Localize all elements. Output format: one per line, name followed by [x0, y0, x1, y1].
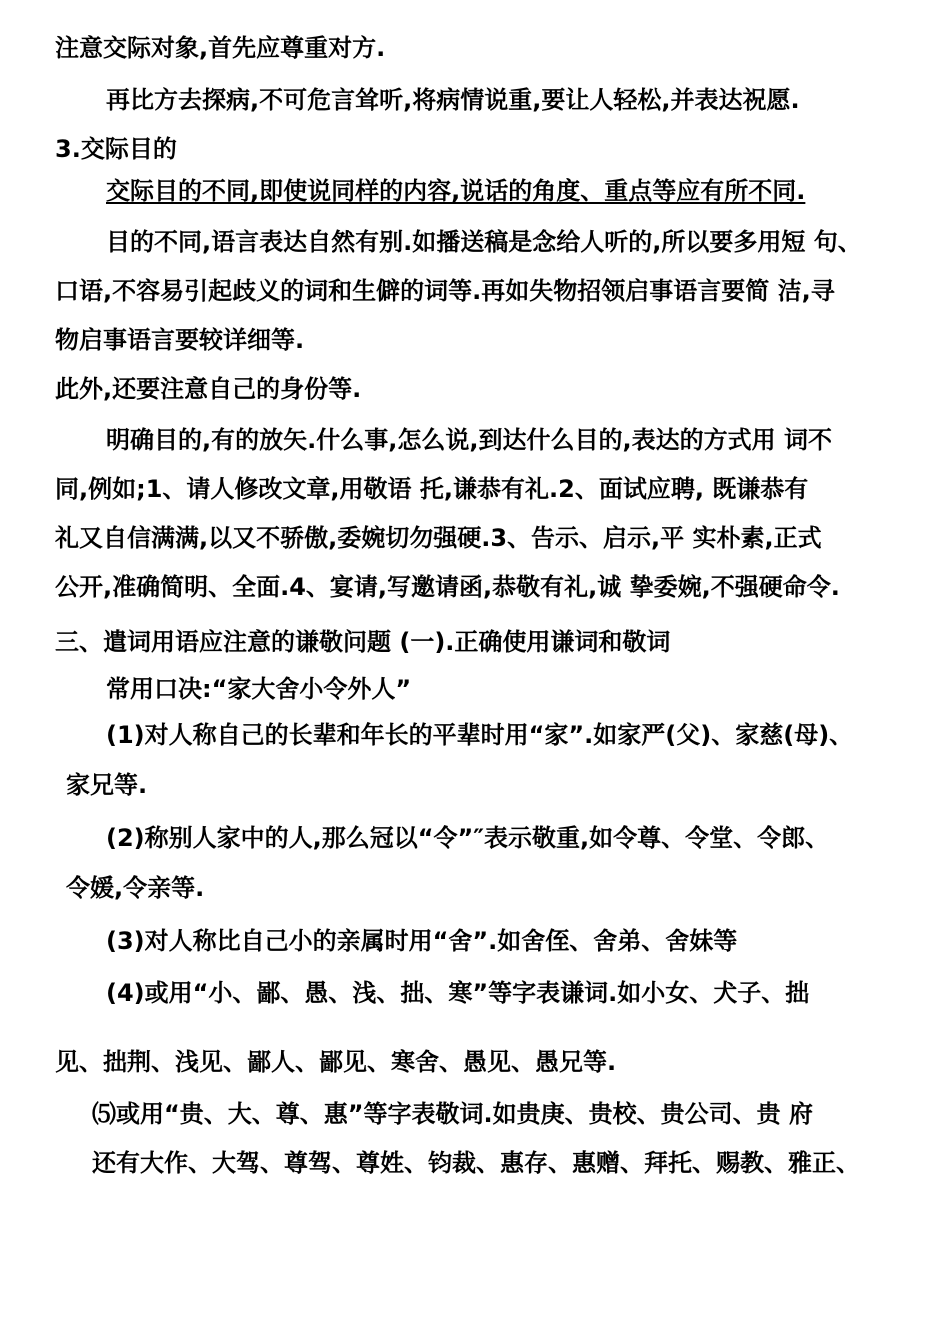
text-line-17: (2)称别人家中的人,那么冠以“令”″表示敬重,如令尊、令堂、令郎、 — [106, 824, 830, 852]
text-line-20: (4)或用“小、鄙、愚、浅、拙、寒”等字表谦词.如小女、犬子、拙 — [106, 979, 810, 1007]
text-line-22: ⑸或用“贵、大、尊、惠”等字表敬词.如贵庚、贵校、贵公司、贵 府 — [92, 1100, 814, 1128]
section-heading-three: 三、遣词用语应注意的谦敬问题 (一).正确使用谦词和敬词 — [55, 628, 671, 656]
text-line-14: 常用口决:“家大舍小令外人” — [106, 675, 412, 703]
text-line-5: 目的不同,语言表达自然有别.如播送稿是念给人听的,所以要多用短 句、 — [106, 228, 862, 256]
text-line-1: 注意交际对象,首先应尊重对方. — [55, 34, 386, 62]
text-line-6: 口语,不容易引起歧义的词和生僻的词等.再如失物招领启事语言要简 洁,寻 — [55, 277, 835, 305]
text-line-16: 家兄等. — [66, 771, 148, 799]
text-line-9: 明确目的,有的放矢.什么事,怎么说,到达什么目的,表达的方式用 词不 — [106, 426, 832, 454]
text-line-8: 此外,还要注意自己的身份等. — [55, 375, 362, 403]
text-line-21: 见、拙荆、浅见、鄙人、鄙见、寒舍、愚见、愚兄等. — [55, 1048, 617, 1076]
section-heading-3: 3.交际目的 — [55, 135, 177, 163]
underlined-key-sentence: 交际目的不同,即使说同样的内容,说话的角度、重点等应有所不同. — [106, 177, 806, 205]
text-line-19: (3)对人称比自己小的亲属时用“舍”.如舍侄、舍弟、舍妹等 — [106, 927, 738, 955]
text-line-2: 再比方去探病,不可危言耸听,将病情说重,要让人轻松,并表达祝愿. — [106, 86, 800, 114]
text-line-11: 礼又自信满满,以又不骄傲,委婉切勿强硬.3、告示、启示,平 实朴素,正式 — [55, 524, 822, 552]
text-line-7: 物启事语言要较详细等. — [55, 326, 305, 354]
text-line-12: 公开,准确简明、全面.4、宴请,写邀请函,恭敬有礼,诚 挚委婉,不强硬命令. — [55, 573, 840, 601]
text-line-23: 还有大作、大驾、尊驾、尊姓、钧裁、惠存、惠赠、拜托、赐教、雅正、 — [92, 1149, 860, 1177]
text-line-15: (1)对人称自己的长辈和年长的平辈时用“家”.如家严(父)、家慈(母)、 — [106, 721, 854, 749]
text-line-10: 同,例如;1、请人修改文章,用敬语 托,谦恭有礼.2、面试应聘, 既谦恭有 — [55, 475, 809, 503]
text-line-18: 令媛,令亲等. — [66, 874, 205, 902]
